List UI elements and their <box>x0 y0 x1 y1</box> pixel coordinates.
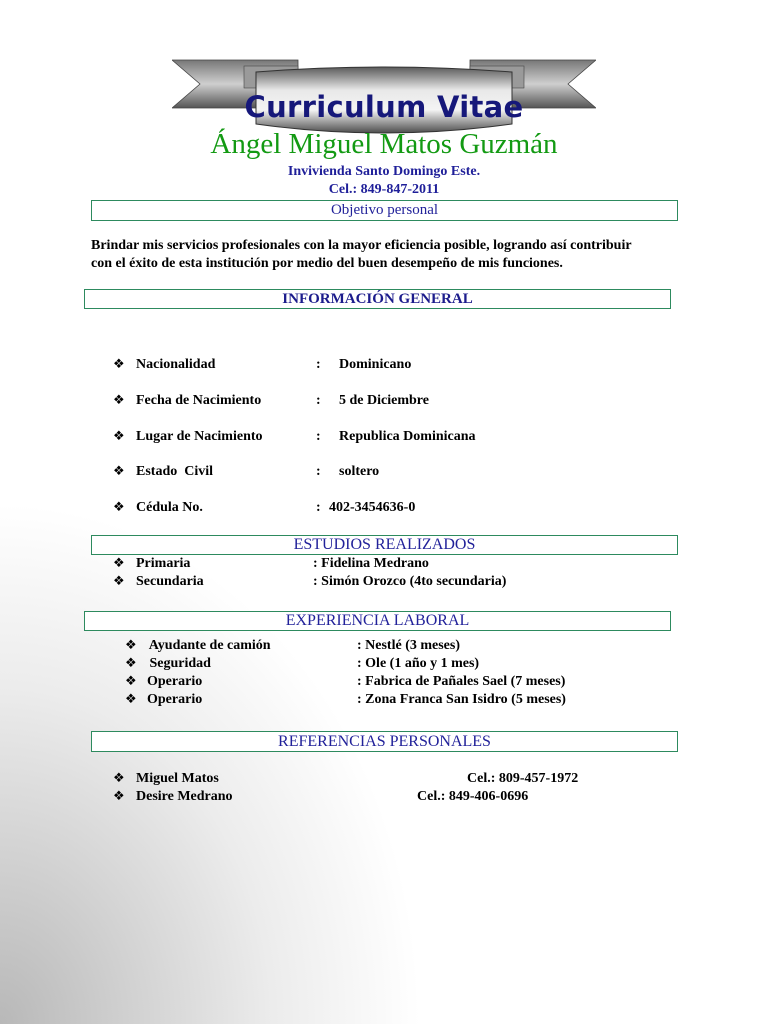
info-separator: : <box>316 357 321 372</box>
section-heading-experience: EXPERIENCIA LABORAL <box>84 611 671 631</box>
reference-name: Desire Medrano <box>136 789 233 804</box>
phone-number: Cel.: 849-847-2011 <box>328 182 440 197</box>
reference-name: Miguel Matos <box>136 771 219 786</box>
diamond-bullet-icon: ❖ <box>113 500 125 515</box>
info-label: Lugar de Nacimiento <box>136 429 263 444</box>
info-separator: : <box>316 429 321 444</box>
experience-row <box>0 674 768 692</box>
cv-title: Curriculum Vitae <box>244 90 524 124</box>
study-row-primary <box>0 556 768 574</box>
objective-text <box>91 237 691 273</box>
info-label: Nacionalidad <box>136 357 216 372</box>
study-school: : Fidelina Medrano <box>313 556 429 571</box>
diamond-bullet-icon: ❖ <box>113 771 125 786</box>
section-heading-general-info: INFORMACIÓN GENERAL <box>84 289 671 309</box>
study-level: Primaria <box>136 556 191 571</box>
diamond-bullet-icon: ❖ <box>113 464 125 479</box>
job-title: Seguridad <box>146 656 211 671</box>
diamond-bullet-icon: ❖ <box>125 692 137 707</box>
diamond-bullet-icon: ❖ <box>113 574 125 589</box>
diamond-bullet-icon: ❖ <box>113 357 125 372</box>
info-label: Estado Civil <box>136 464 214 479</box>
info-value: soltero <box>339 464 380 479</box>
info-value: 5 de Diciembre <box>339 393 429 408</box>
info-separator: : <box>316 464 321 479</box>
info-value: 402-3454636-0 <box>329 500 416 515</box>
job-employer: : Fabrica de Pañales Sael (7 meses) <box>357 674 566 689</box>
address: Invivienda Santo Domingo Este. <box>287 164 481 179</box>
job-employer: : Zona Franca San Isidro (5 meses) <box>357 692 566 707</box>
objective-line-1: Brindar mis servicios profesionales con la mayor eficiencia posible, logrando así contribuir <box>91 238 632 253</box>
info-separator: : <box>316 500 321 515</box>
diamond-bullet-icon: ❖ <box>125 656 137 671</box>
job-title: Operario <box>147 674 203 689</box>
candidate-name: Ángel Miguel Matos Guzmán <box>210 128 558 160</box>
diamond-bullet-icon: ❖ <box>113 789 125 804</box>
diamond-bullet-icon: ❖ <box>113 429 125 444</box>
experience-row <box>0 656 768 674</box>
study-school: : Simón Orozco (4to secundaria) <box>313 574 507 589</box>
info-row-birthplace <box>0 429 768 447</box>
info-row-birthdate <box>0 393 768 411</box>
info-label: Fecha de Nacimiento <box>136 393 262 408</box>
job-title: Operario <box>147 692 203 707</box>
section-heading-studies: ESTUDIOS REALIZADOS <box>91 535 678 555</box>
reference-row <box>0 789 768 807</box>
info-row-id-number <box>0 500 768 518</box>
diamond-bullet-icon: ❖ <box>125 638 137 653</box>
reference-row <box>0 771 768 789</box>
objective-line-2: con el éxito de esta institución por medio del buen desempeño de mis funciones. <box>91 256 563 271</box>
job-employer: : Ole (1 año y 1 mes) <box>357 656 480 671</box>
study-level: Secundaria <box>136 574 204 589</box>
diamond-bullet-icon: ❖ <box>113 556 125 571</box>
reference-phone: Cel.: 809-457-1972 <box>467 771 579 786</box>
section-heading-references: REFERENCIAS PERSONALES <box>91 731 678 752</box>
info-value: Republica Dominicana <box>339 429 476 444</box>
experience-row <box>0 638 768 656</box>
info-label: Cédula No. <box>136 500 203 515</box>
experience-row <box>0 692 768 710</box>
diamond-bullet-icon: ❖ <box>113 393 125 408</box>
study-row-secondary <box>0 574 768 592</box>
info-separator: : <box>316 393 321 408</box>
job-employer: : Nestlé (3 meses) <box>357 638 461 653</box>
info-row-nationality <box>0 357 768 375</box>
info-value: Dominicano <box>339 357 412 372</box>
section-heading-objective: Objetivo personal <box>91 200 678 221</box>
reference-phone: Cel.: 849-406-0696 <box>417 789 529 804</box>
job-title: Ayudante de camión <box>146 638 271 653</box>
diamond-bullet-icon: ❖ <box>125 674 137 689</box>
info-row-civil-status <box>0 464 768 482</box>
